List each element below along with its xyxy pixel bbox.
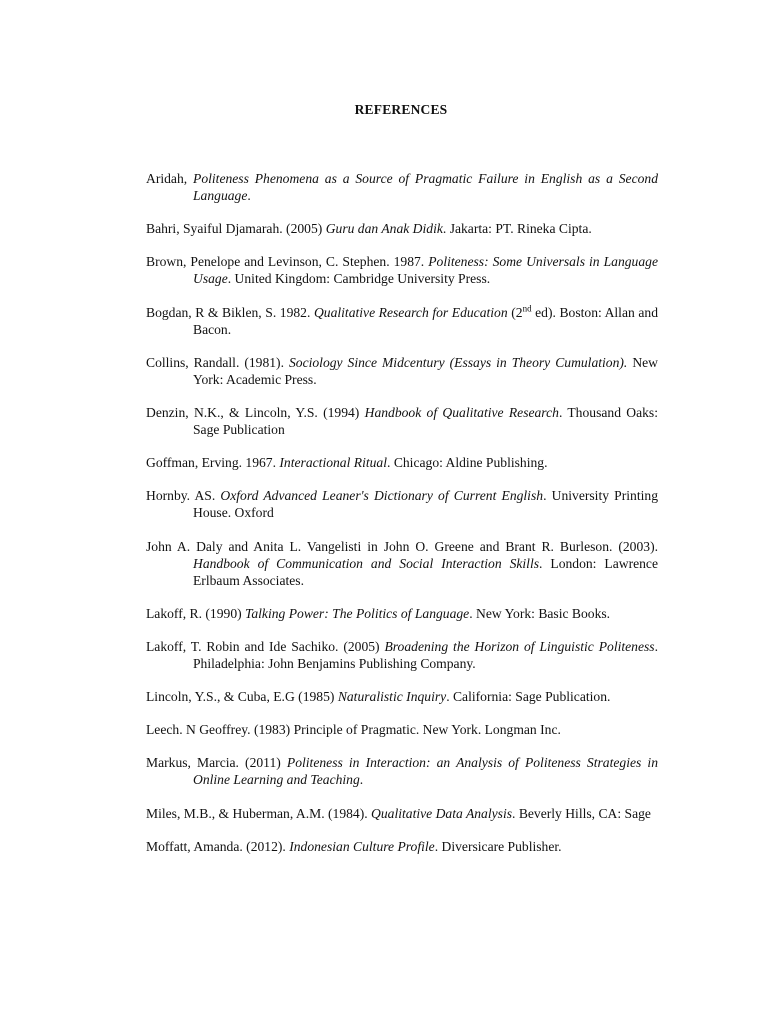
reference-author: Goffman, Erving. 1967. — [146, 455, 280, 471]
reference-entry — [146, 404, 658, 438]
reference-edition-suffix: nd — [522, 303, 532, 314]
reference-publisher: . United Kingdom: Cambridge University Press. — [227, 271, 491, 287]
reference-author: Moffatt, Amanda. (2012). — [146, 838, 290, 854]
reference-author: Bogdan, R & Biklen, S. 1982. — [146, 304, 314, 320]
reference-publisher: . Thousand Oaks: Sage Publication — [193, 404, 658, 437]
reference-publisher: . Philadelphia: John Benjamins Publishing Company. — [193, 638, 658, 671]
reference-publisher: . Beverly Hills, CA: Sage — [512, 805, 651, 821]
reference-entry — [146, 354, 658, 388]
reference-title: Qualitative Research for Education — [313, 304, 508, 320]
reference-entry — [146, 638, 658, 672]
reference-publisher: . — [359, 772, 364, 788]
reference-author: Brown, Penelope and Levinson, C. Stephen. 1987. — [146, 254, 429, 270]
reference-publisher: New York: Academic Press. — [193, 354, 658, 387]
reference-publisher: . University Printing House. Oxford — [193, 488, 658, 521]
reference-publisher: . Jakarta: PT. Rineka Cipta. — [442, 221, 592, 237]
reference-title: Qualitative Data Analysis — [371, 805, 513, 821]
reference-title: Naturalistic Inquiry — [337, 689, 447, 705]
reference-entry — [146, 170, 658, 204]
reference-publisher: . Chicago: Aldine Publishing. — [387, 455, 548, 471]
reference-title: Handbook of Communication and Social Interaction Skills — [193, 555, 540, 571]
reference-publisher: . New York: Basic Books. — [469, 605, 611, 621]
reference-title: Politeness Phenomena as a Source of Pragmatic Failure in English as a Second Language — [193, 171, 658, 203]
reference-publisher: . California: Sage Publication. — [446, 689, 611, 705]
reference-entry — [146, 454, 658, 471]
reference-entry — [146, 304, 658, 338]
reference-author: Bahri, Syaiful Djamarah. (2005) — [146, 221, 326, 237]
reference-author: Lakoff, T. Robin and Ide Sachiko. (2005) — [146, 638, 385, 654]
reference-title: Politeness in Interaction: an Analysis of Politeness Strategies in Online Learning and Teaching — [193, 755, 658, 788]
reference-author: Hornby. AS. — [146, 488, 221, 504]
reference-list — [146, 170, 658, 871]
reference-author: Lincoln, Y.S., & Cuba, E.G (1985) — [146, 689, 338, 705]
reference-title: Broadening the Horizon of Linguistic Politeness — [384, 638, 655, 654]
reference-publisher: . Diversicare Publisher. — [434, 838, 562, 854]
reference-publisher: ed). Boston: Allan and Bacon. — [193, 304, 658, 337]
reference-entry — [146, 721, 658, 738]
reference-entry — [146, 538, 658, 589]
reference-entry — [146, 605, 658, 622]
reference-author: Collins, Randall. (1981). — [146, 354, 289, 370]
reference-author: Denzin, N.K., & Lincoln, Y.S. (1994) — [146, 404, 365, 420]
reference-title: Handbook of Qualitative Research — [364, 404, 559, 420]
reference-title: Guru dan Anak Didik — [325, 221, 443, 237]
reference-entry — [146, 754, 658, 788]
reference-title: Interactional Ritual — [279, 455, 388, 471]
reference-title: Talking Power: The Politics of Language — [245, 605, 470, 621]
reference-author: Markus, Marcia. (2011) — [146, 755, 287, 771]
reference-publisher: . — [247, 188, 251, 203]
reference-title: Politeness: Some Universals in Language Usage — [193, 254, 658, 287]
reference-entry — [146, 688, 658, 705]
page-title: REFERENCES — [354, 102, 448, 117]
reference-entry — [146, 253, 658, 287]
reference-entry — [146, 487, 658, 521]
reference-entry — [146, 805, 658, 822]
reference-entry — [146, 838, 658, 855]
reference-author: Lakoff, R. (1990) — [146, 605, 246, 621]
reference-title: Oxford Advanced Leaner's Dictionary of Current English — [220, 488, 544, 504]
reference-publisher: . London: Lawrence Erlbaum Associates. — [193, 555, 658, 588]
reference-title: Sociology Since Midcentury (Essays in Theory Cumulation). — [288, 354, 628, 370]
reference-edition: (2 — [507, 304, 523, 320]
reference-author: Miles, M.B., & Huberman, A.M. (1984). — [146, 805, 372, 821]
reference-title: Indonesian Culture Profile — [289, 838, 435, 854]
reference-author: Leech. N Geoffrey. (1983) Principle of Pragmatic. New York. Longman Inc. — [146, 722, 561, 738]
reference-author: Aridah, — [146, 171, 194, 186]
reference-author: John A. Daly and Anita L. Vangelisti in John O. Greene and Brant R. Burleson. (2003). — [146, 538, 658, 554]
reference-entry — [146, 220, 658, 237]
